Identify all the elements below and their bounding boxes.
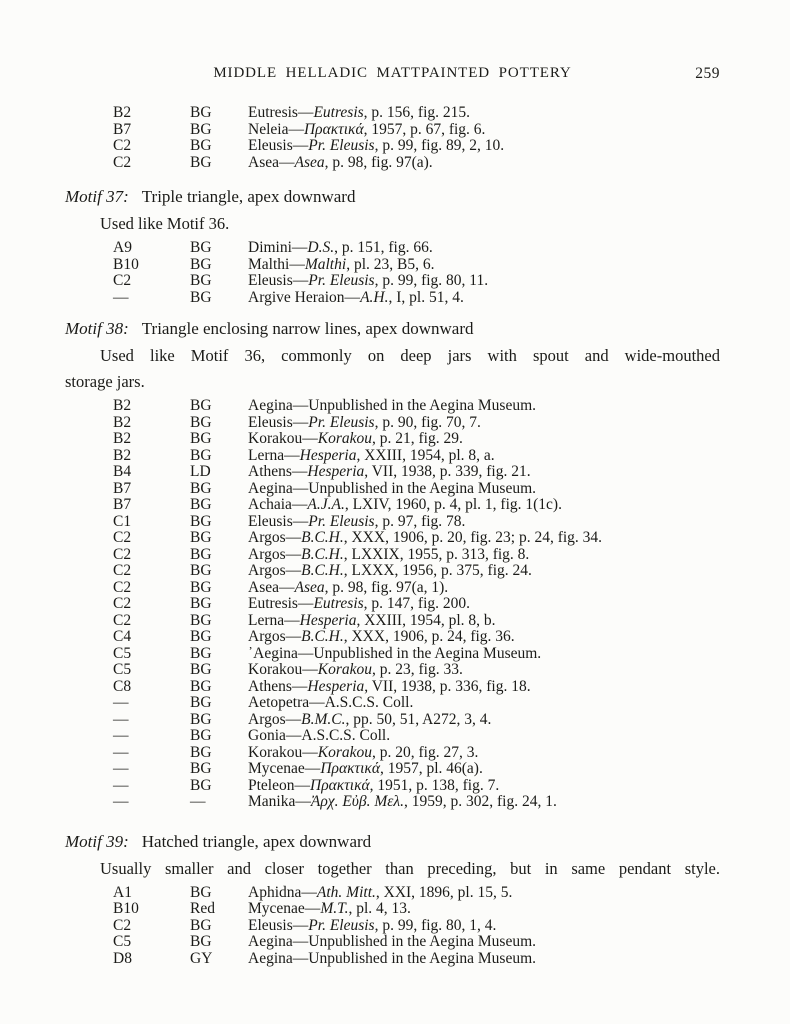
motif-heading xyxy=(65,186,720,208)
section-motif-39 xyxy=(65,831,720,968)
table-row xyxy=(65,580,720,597)
motif-code-cell: C2 xyxy=(113,595,132,612)
motif-label: Motif 39: xyxy=(65,831,129,851)
paint-class-cell: BG xyxy=(190,916,212,934)
motif-code-cell: — xyxy=(113,743,129,761)
reference-cell: Eleusis—Pr. Eleusis, p. 90, fig. 70, 7. xyxy=(248,413,481,431)
motif-code-cell: B2 xyxy=(113,413,132,431)
paint-class-cell: BG xyxy=(190,611,212,629)
reference-cell: Aetopetra—A.S.C.S. Coll. xyxy=(248,694,414,711)
reference-cell: Athens—Hesperia, VII, 1938, p. 339, fig. 21. xyxy=(248,463,531,480)
motif-code-cell: B10 xyxy=(113,255,139,273)
motif-code-cell: B2 xyxy=(113,104,132,121)
catalog-table xyxy=(65,885,720,968)
paint-class-cell: GY xyxy=(190,949,213,967)
motif-code-cell: — xyxy=(113,288,129,306)
table-row xyxy=(65,240,720,257)
motif-code-cell: B2 xyxy=(113,430,132,447)
table-row xyxy=(65,514,720,531)
reference-cell: Korakou—Korakou, p. 21, fig. 29. xyxy=(248,430,463,447)
motif-code-cell: C5 xyxy=(113,933,132,950)
table-row xyxy=(65,415,720,432)
motif-code-cell: — xyxy=(113,727,129,744)
motif-code-cell: C2 xyxy=(113,545,132,563)
paint-class-cell: Red xyxy=(190,900,215,917)
note-line: Used like Motif 36. xyxy=(100,214,230,233)
table-row xyxy=(65,778,720,795)
table-row xyxy=(65,257,720,274)
reference-cell: Asea—Asea, p. 98, fig. 97(a, 1). xyxy=(248,578,449,596)
table-row xyxy=(65,497,720,514)
motif-code-cell: B4 xyxy=(113,463,132,480)
paint-class-cell: BG xyxy=(190,255,212,273)
motif-heading xyxy=(65,318,720,340)
paint-class-cell: BG xyxy=(190,479,212,497)
reference-cell: Argive Heraion—A.H., I, pl. 51, 4. xyxy=(248,288,464,306)
motif-code-cell: B2 xyxy=(113,446,132,464)
table-row xyxy=(65,448,720,465)
reference-cell: Mycenae—M.T., pl. 4, 13. xyxy=(248,900,411,917)
table-row xyxy=(65,885,720,902)
reference-cell: Korakou—Korakou, p. 20, fig. 27, 3. xyxy=(248,743,479,761)
reference-cell: Aphidna—Ath. Mitt., XXI, 1896, pl. 15, 5. xyxy=(248,883,513,901)
table-row xyxy=(65,629,720,646)
table-row xyxy=(65,290,720,307)
section-motif-38 xyxy=(65,318,720,811)
table-row xyxy=(65,646,720,663)
page-header-title: MIDDLE HELLADIC MATTPAINTED POTTERY xyxy=(213,65,572,81)
motif-code-cell: — xyxy=(113,760,129,777)
reference-cell: Mycenae—Πρακτικά, 1957, pl. 46(a). xyxy=(248,760,483,777)
motif-code-cell: B7 xyxy=(113,479,132,497)
table-row xyxy=(65,398,720,415)
paint-class-cell: BG xyxy=(190,661,212,678)
paint-class-cell: BG xyxy=(190,397,212,414)
table-row xyxy=(65,679,720,696)
motif-label: Motif 37: xyxy=(65,187,129,206)
paint-class-cell: BG xyxy=(190,694,212,711)
paint-class-cell: BG xyxy=(190,743,212,761)
paint-class-cell: BG xyxy=(190,545,212,563)
table-row xyxy=(65,918,720,935)
motif-code-cell: D8 xyxy=(113,949,132,967)
catalog-table xyxy=(65,240,720,306)
reference-cell: Argos—B.C.H., LXXIX, 1955, p. 313, fig. 8. xyxy=(248,545,530,563)
paint-class-cell: BG xyxy=(190,413,212,431)
reference-cell: Eutresis—Eutresis, p. 156, fig. 215. xyxy=(248,104,471,121)
motif-code-cell: — xyxy=(113,694,129,711)
note-line: Used like Motif 36, commonly on deep jars with spout and wide-mouthed xyxy=(100,346,720,365)
paint-class-cell: BG xyxy=(190,496,212,513)
catalog-table-continuation xyxy=(65,105,720,171)
paint-class-cell: BG xyxy=(190,430,212,447)
table-row xyxy=(65,431,720,448)
reference-cell: Gonia—A.S.C.S. Coll. xyxy=(248,727,391,744)
motif-code-cell: B7 xyxy=(113,496,132,513)
paint-class-cell: BG xyxy=(190,628,212,645)
motif-code-cell: — xyxy=(113,793,129,810)
reference-cell: Eleusis—Pr. Eleusis, p. 97, fig. 78. xyxy=(248,512,466,530)
reference-cell: Korakou—Korakou, p. 23, fig. 33. xyxy=(248,661,463,678)
paint-class-cell: BG xyxy=(190,595,212,612)
motif-label: Motif 38: xyxy=(65,319,129,338)
reference-cell: ᾿Aegina—Unpublished in the Aegina Museum. xyxy=(248,644,542,662)
paint-class-cell: BG xyxy=(190,446,212,464)
motif-title: Triangle enclosing narrow lines, apex downward xyxy=(141,319,474,338)
paint-class-cell: BG xyxy=(190,760,212,777)
motif-code-cell: — xyxy=(113,776,129,794)
reference-cell: Argos—B.C.H., XXX, 1906, p. 20, fig. 23; p. 24, fig. 34. xyxy=(248,529,603,546)
page-number: 259 xyxy=(695,65,720,82)
paint-class-cell: BG xyxy=(190,120,212,138)
table-row xyxy=(65,712,720,729)
paint-class-cell: BG xyxy=(190,933,212,950)
reference-cell: Eleusis—Pr. Eleusis, p. 99, fig. 80, 11. xyxy=(248,272,489,289)
reference-cell: Pteleon—Πρακτικά, 1951, p. 138, fig. 7. xyxy=(248,776,500,794)
note-line: Usually smaller and closer together than preceding, but in same pendant style. xyxy=(100,858,720,878)
table-row xyxy=(65,138,720,155)
paint-class-cell: BG xyxy=(190,727,212,744)
motif-code-cell: B2 xyxy=(113,397,132,414)
table-row xyxy=(65,745,720,762)
motif-code-cell: C2 xyxy=(113,578,132,596)
motif-code-cell: C2 xyxy=(113,562,132,579)
table-row xyxy=(65,596,720,613)
motif-code-cell: C4 xyxy=(113,628,132,645)
table-row xyxy=(65,728,720,745)
paint-class-cell: BG xyxy=(190,578,212,596)
table-row xyxy=(65,155,720,172)
paint-class-cell: BG xyxy=(190,677,212,695)
reference-cell: Aegina—Unpublished in the Aegina Museum. xyxy=(248,949,536,967)
reference-cell: Aegina—Unpublished in the Aegina Museum. xyxy=(248,397,536,414)
paint-class-cell: BG xyxy=(190,776,212,794)
reference-cell: Lerna—Hesperia, XXIII, 1954, pl. 8, a. xyxy=(248,446,495,464)
motif-code-cell: B7 xyxy=(113,120,132,138)
motif-code-cell: C2 xyxy=(113,153,132,171)
reference-cell: Malthi—Malthi, pl. 23, B5, 6. xyxy=(248,255,435,273)
paint-class-cell: BG xyxy=(190,137,212,154)
paint-class-cell: BG xyxy=(190,529,212,546)
table-row xyxy=(65,613,720,630)
motif-code-cell: C2 xyxy=(113,611,132,629)
paint-class-cell: BG xyxy=(190,710,212,728)
table-row xyxy=(65,464,720,481)
motif-title: Hatched triangle, apex downward xyxy=(141,831,372,851)
reference-cell: Dimini—D.S., p. 151, fig. 66. xyxy=(248,239,433,256)
reference-cell: Eleusis—Pr. Eleusis, p. 99, fig. 89, 2, 10. xyxy=(248,137,505,154)
reference-cell: Manika—Ἀρχ. Εὐβ. Μελ., 1959, p. 302, fig. 24, 1. xyxy=(248,793,557,810)
paint-class-cell: BG xyxy=(190,883,212,901)
motif-code-cell: C8 xyxy=(113,677,132,695)
motif-code-cell: C2 xyxy=(113,137,132,154)
table-row xyxy=(65,951,720,968)
table-row xyxy=(65,105,720,122)
section-note xyxy=(65,856,720,882)
motif-code-cell: C5 xyxy=(113,644,132,662)
reference-cell: Argos—B.C.H., XXX, 1906, p. 24, fig. 36. xyxy=(248,628,515,645)
section-note xyxy=(65,343,720,395)
table-row xyxy=(65,794,720,811)
reference-cell: Lerna—Hesperia, XXIII, 1954, pl. 8, b. xyxy=(248,611,496,629)
table-row xyxy=(65,662,720,679)
paint-class-cell: BG xyxy=(190,644,212,662)
motif-code-cell: A1 xyxy=(113,883,132,901)
table-row xyxy=(65,547,720,564)
reference-cell: Aegina—Unpublished in the Aegina Museum. xyxy=(248,479,536,497)
reference-cell: Athens—Hesperia, VII, 1938, p. 336, fig. 18. xyxy=(248,677,531,695)
table-row xyxy=(65,273,720,290)
motif-code-cell: — xyxy=(113,710,129,728)
paint-class-cell: BG xyxy=(190,153,212,171)
table-row xyxy=(65,761,720,778)
table-row xyxy=(65,563,720,580)
running-header xyxy=(65,64,720,83)
paint-class-cell: BG xyxy=(190,512,212,530)
table-row xyxy=(65,934,720,951)
catalog-table xyxy=(65,398,720,811)
motif-code-cell: C2 xyxy=(113,916,132,934)
table-row xyxy=(65,901,720,918)
reference-cell: Argos—B.M.C., pp. 50, 51, A272, 3, 4. xyxy=(248,710,492,728)
paint-class-cell: BG xyxy=(190,104,212,121)
paint-class-cell: BG xyxy=(190,562,212,579)
reference-cell: Argos—B.C.H., LXXX, 1956, p. 375, fig. 24. xyxy=(248,562,532,579)
section-motif-37 xyxy=(65,186,720,306)
paint-class-cell: LD xyxy=(190,463,211,480)
motif-code-cell: A9 xyxy=(113,239,132,256)
motif-heading xyxy=(65,831,720,853)
note-line: storage jars. xyxy=(65,372,145,391)
paint-class-cell: BG xyxy=(190,272,212,289)
reference-cell: Asea—Asea, p. 98, fig. 97(a). xyxy=(248,153,433,171)
motif-code-cell: C5 xyxy=(113,661,132,678)
table-row xyxy=(65,695,720,712)
reference-cell: Aegina—Unpublished in the Aegina Museum. xyxy=(248,933,536,950)
reference-cell: Neleia—Πρακτικά, 1957, p. 67, fig. 6. xyxy=(248,120,486,138)
paint-class-cell: — xyxy=(190,793,206,810)
motif-code-cell: B10 xyxy=(113,900,139,917)
motif-code-cell: C2 xyxy=(113,529,132,546)
reference-cell: Achaia—A.J.A., LXIV, 1960, p. 4, pl. 1, fig. 1(1c). xyxy=(248,496,562,513)
motif-code-cell: C2 xyxy=(113,272,132,289)
table-row xyxy=(65,122,720,139)
motif-title: Triple triangle, apex downward xyxy=(141,187,356,206)
section-note xyxy=(65,211,720,237)
reference-cell: Eutresis—Eutresis, p. 147, fig. 200. xyxy=(248,595,471,612)
paint-class-cell: BG xyxy=(190,288,212,306)
motif-code-cell: C1 xyxy=(113,512,132,530)
paint-class-cell: BG xyxy=(190,239,212,256)
table-row xyxy=(65,530,720,547)
reference-cell: Eleusis—Pr. Eleusis, p. 99, fig. 80, 1, 4. xyxy=(248,916,497,934)
page-content xyxy=(65,0,720,967)
table-row xyxy=(65,481,720,498)
